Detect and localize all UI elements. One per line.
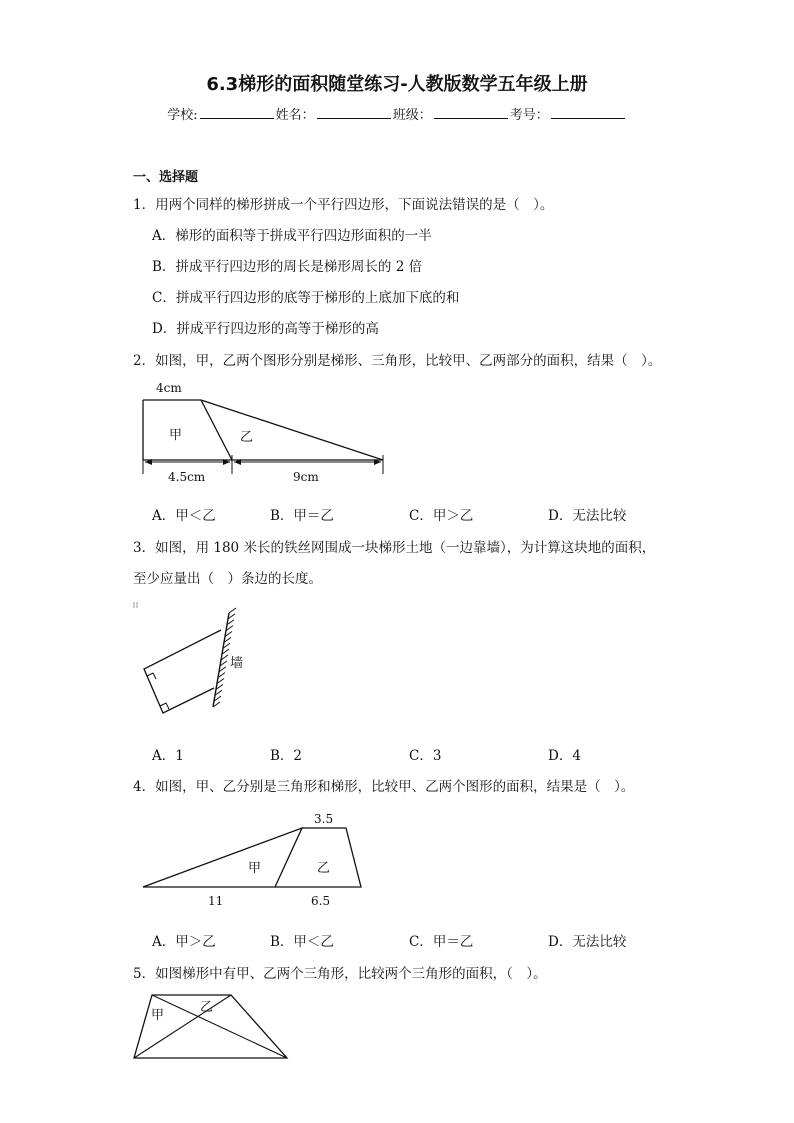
school-label: 学校: bbox=[167, 108, 198, 123]
q5-diagonal bbox=[134, 995, 231, 1058]
q5-label-jia: 甲 bbox=[151, 1008, 165, 1023]
number-label: 考号： bbox=[509, 108, 549, 123]
q4-option-d: D．无法比较 bbox=[548, 934, 627, 950]
q3-option-d: D．4 bbox=[548, 748, 581, 764]
q1-option-c: C．拼成平行四边形的底等于梯形的上底加下底的和 bbox=[152, 290, 460, 306]
q2-dim-right-label: 9cm bbox=[293, 470, 319, 484]
q4-dim-left-label: 11 bbox=[208, 894, 224, 908]
name-label: 姓名： bbox=[275, 108, 315, 123]
q1-stem: 1．用两个同样的梯形拼成一个平行四边形，下面说法错误的是（ ）。 bbox=[133, 197, 554, 213]
q2-option-a: A．甲＜乙 bbox=[152, 508, 216, 524]
q3-stem-line2: 至少应量出（ ）条边的长度。 bbox=[133, 571, 322, 587]
q4-dim-right-label: 6.5 bbox=[311, 894, 331, 908]
q3-option-a: A．1 bbox=[152, 748, 184, 764]
q4-option-c: C．甲＝乙 bbox=[409, 934, 474, 950]
q4-top-label: 3.5 bbox=[314, 812, 334, 826]
q2-option-d: D．无法比较 bbox=[548, 508, 627, 524]
page-title: 6.3梯形的面积随堂练习-人教版数学五年级上册 bbox=[206, 74, 588, 95]
q4-option-a: A．甲＞乙 bbox=[152, 934, 216, 950]
q3-wall-label: 墙 bbox=[230, 656, 244, 671]
q4-label-jia: 甲 bbox=[248, 861, 262, 876]
section-heading: 一、选择题 bbox=[133, 170, 199, 185]
q2-top-label: 4cm bbox=[156, 381, 182, 395]
q2-label-jia: 甲 bbox=[169, 428, 183, 443]
q4-label-yi: 乙 bbox=[317, 861, 331, 876]
q2-stem: 2．如图，甲，乙两个图形分别是梯形、三角形，比较甲、乙两部分的面积，结果（ ）。 bbox=[133, 353, 662, 369]
class-label: 班级： bbox=[392, 108, 432, 123]
q1-option-b: B．拼成平行四边形的周长是梯形周长的 2 倍 bbox=[152, 259, 423, 275]
q2-dim-left-label: 4.5cm bbox=[168, 470, 206, 484]
q5-stem: 5．如图梯形中有甲、乙两个三角形，比较两个三角形的面积，（ ）。 bbox=[133, 966, 547, 982]
q3-option-b: B．2 bbox=[270, 748, 303, 764]
q5-label-yi: 乙 bbox=[200, 1000, 214, 1015]
q1-option-d: D．拼成平行四边形的高等于梯形的高 bbox=[152, 321, 379, 337]
q3-option-c: C．3 bbox=[409, 748, 442, 764]
q4-stem: 4．如图，甲、乙分别是三角形和梯形，比较甲、乙两个图形的面积，结果是（ ）。 bbox=[133, 779, 635, 795]
q4-option-b: B．甲＜乙 bbox=[270, 934, 334, 950]
q5-diagonal bbox=[152, 995, 287, 1058]
q1-option-a: A．梯形的面积等于拼成平行四边形面积的一半 bbox=[152, 228, 432, 244]
q2-option-c: C．甲＞乙 bbox=[409, 508, 474, 524]
q2-label-yi: 乙 bbox=[240, 430, 254, 445]
q3-stem-line1: 3．如图，用 180 米长的铁丝网围成一块梯形土地（一边靠墙），为计算这块地的面积， bbox=[133, 540, 656, 556]
q2-option-b: B．甲＝乙 bbox=[270, 508, 334, 524]
